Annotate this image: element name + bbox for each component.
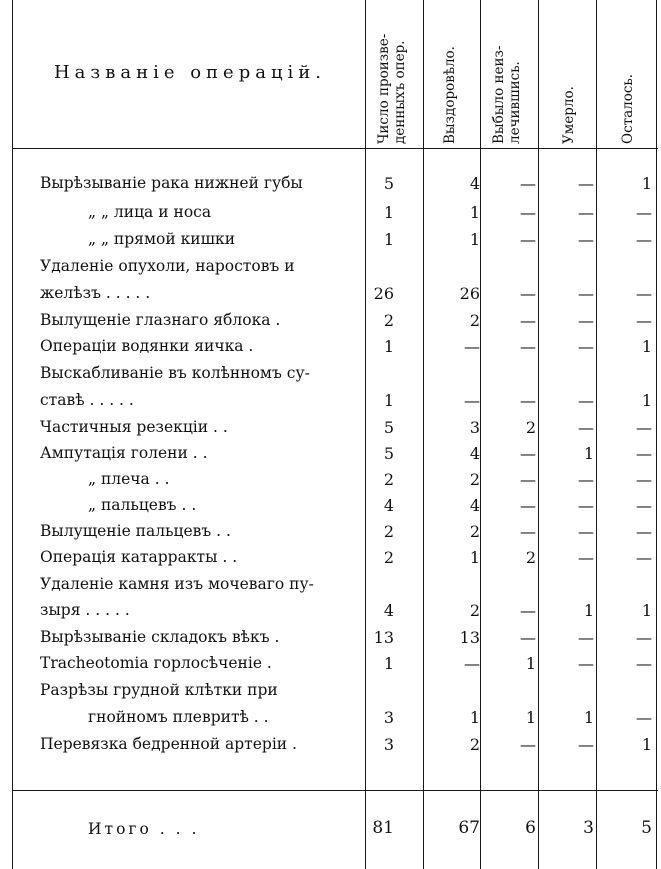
row-label: Ампутація голени . . bbox=[40, 444, 208, 462]
table-cell: 1 bbox=[525, 654, 536, 673]
table-cell: — bbox=[520, 470, 536, 489]
table-cell: — bbox=[520, 628, 536, 647]
table-cell: 5 bbox=[383, 174, 394, 193]
row-label: Перевязка бедренной артеріи . bbox=[40, 735, 297, 753]
row-label: Удаленіе опухоли, наростовъ и bbox=[40, 257, 295, 275]
table-cell: 1 bbox=[383, 337, 394, 356]
table-cell: 1 bbox=[469, 548, 480, 567]
table-cell: 1 bbox=[583, 444, 594, 463]
table-cell: 1 bbox=[383, 391, 394, 410]
table-cell: — bbox=[578, 628, 594, 647]
column-header-line: денныхъ опер. bbox=[392, 40, 408, 144]
table-cell: 5 bbox=[383, 418, 394, 437]
table-cell: — bbox=[636, 654, 652, 673]
operation-name-header: Названіе операцій. bbox=[53, 62, 327, 83]
table-cell: — bbox=[520, 522, 536, 541]
header-rule bbox=[12, 148, 658, 149]
row-label: „ пальцевъ . . bbox=[88, 496, 197, 514]
table-cell: — bbox=[636, 628, 652, 647]
total-cell: 3 bbox=[583, 818, 594, 838]
table-cell: 4 bbox=[469, 174, 480, 193]
table-cell: — bbox=[636, 418, 652, 437]
row-label: „ „ лица и носа bbox=[88, 203, 212, 221]
table-cell: — bbox=[578, 230, 594, 249]
column-header bbox=[480, 0, 538, 148]
table-cell: — bbox=[578, 548, 594, 567]
table-cell: 4 bbox=[469, 444, 480, 463]
table-cell: — bbox=[578, 496, 594, 515]
column-header bbox=[365, 0, 423, 148]
total-cell: 6 bbox=[525, 818, 536, 838]
table-cell: — bbox=[520, 496, 536, 515]
table-cell: 2 bbox=[469, 735, 480, 754]
table-cell: 1 bbox=[383, 654, 394, 673]
table-cell: 1 bbox=[469, 203, 480, 222]
row-label: ставѣ . . . . . bbox=[40, 391, 134, 409]
table-cell: — bbox=[636, 230, 652, 249]
row-label: Частичныя резекціи . . bbox=[40, 418, 228, 436]
table-cell: 2 bbox=[469, 522, 480, 541]
table-cell: — bbox=[636, 708, 652, 727]
table-cell: — bbox=[520, 284, 536, 303]
table-cell: 2 bbox=[525, 418, 536, 437]
total-cell: 81 bbox=[372, 818, 394, 838]
table-cell: — bbox=[464, 654, 480, 673]
table-cell: — bbox=[636, 496, 652, 515]
row-label: Разрѣзы грудной клѣтки при bbox=[40, 681, 278, 699]
table-cell: — bbox=[520, 601, 536, 620]
table-cell: — bbox=[520, 311, 536, 330]
table-cell: — bbox=[578, 522, 594, 541]
table-cell: — bbox=[578, 654, 594, 673]
table-cell: — bbox=[520, 391, 536, 410]
table-cell: 2 bbox=[383, 311, 394, 330]
row-label: Вырѣзываніе складокъ вѣкъ . bbox=[40, 628, 280, 646]
row-label: желѣзъ . . . . . bbox=[40, 284, 151, 302]
column-header-line: Умерло. bbox=[561, 86, 577, 144]
row-label: Вырѣзываніе рака нижней губы bbox=[40, 174, 303, 192]
table-cell: — bbox=[636, 470, 652, 489]
table-cell: 3 bbox=[383, 708, 394, 727]
table-cell: — bbox=[636, 284, 652, 303]
row-label: зыря . . . . . bbox=[40, 601, 130, 619]
table-cell: 1 bbox=[641, 391, 652, 410]
table-cell: — bbox=[578, 203, 594, 222]
table-cell: 4 bbox=[383, 601, 394, 620]
table-cell: 2 bbox=[383, 522, 394, 541]
table-cell: — bbox=[464, 391, 480, 410]
table-cell: — bbox=[464, 337, 480, 356]
table-cell: 13 bbox=[459, 628, 480, 647]
table-cell: 1 bbox=[641, 601, 652, 620]
table-cell: 1 bbox=[383, 230, 394, 249]
column-header-line: лечившись. bbox=[507, 61, 523, 144]
table-cell: — bbox=[578, 284, 594, 303]
table-cell: 26 bbox=[373, 284, 394, 303]
column-header-line: Выбыло неиз- bbox=[491, 45, 507, 144]
total-cell: 67 bbox=[458, 818, 480, 838]
column-header-line: Число произве- bbox=[376, 33, 392, 144]
table-cell: 1 bbox=[383, 203, 394, 222]
table-cell: — bbox=[636, 522, 652, 541]
table-cell: 13 bbox=[373, 628, 394, 647]
table-cell: — bbox=[578, 391, 594, 410]
table-cell: — bbox=[578, 735, 594, 754]
table-cell: — bbox=[520, 174, 536, 193]
table-cell: 4 bbox=[469, 496, 480, 515]
row-label: Операція катарракты . . bbox=[40, 548, 238, 566]
table-cell: 2 bbox=[469, 311, 480, 330]
row-label: Выскабливаніе въ колѣнномъ су- bbox=[40, 364, 310, 382]
table-cell: — bbox=[520, 203, 536, 222]
table-cell: 2 bbox=[383, 470, 394, 489]
table-cell: 1 bbox=[469, 230, 480, 249]
table-border-right bbox=[656, 0, 657, 869]
total-label: Итого . . . bbox=[88, 820, 200, 838]
row-label: Вылущеніе пальцевъ . . bbox=[40, 522, 231, 540]
row-label: Удаленіе камня изъ мочеваго пу- bbox=[40, 575, 314, 593]
row-label: Tracheotomia горлосѣченіе . bbox=[40, 654, 272, 672]
row-label: „ „ прямой кишки bbox=[88, 230, 236, 248]
table-cell: — bbox=[520, 337, 536, 356]
table-cell: 26 bbox=[459, 284, 480, 303]
row-label: Операціи водянки яичка . bbox=[40, 337, 254, 355]
table-cell: 3 bbox=[469, 418, 480, 437]
table-cell: — bbox=[636, 203, 652, 222]
column-header bbox=[596, 0, 656, 148]
column-header bbox=[538, 0, 596, 148]
table-cell: 1 bbox=[641, 337, 652, 356]
table-cell: — bbox=[520, 735, 536, 754]
column-header-line: Осталось. bbox=[620, 73, 636, 144]
column-header-line: Выздоровѣло. bbox=[441, 46, 458, 144]
table-cell: 2 bbox=[469, 601, 480, 620]
table-border-left bbox=[12, 0, 13, 869]
table-cell: — bbox=[520, 444, 536, 463]
table-cell: — bbox=[578, 311, 594, 330]
table-cell: 1 bbox=[641, 735, 652, 754]
row-label: Вылущеніе глазнаго яблока . bbox=[40, 311, 281, 329]
column-header bbox=[423, 0, 480, 148]
table-cell: — bbox=[578, 418, 594, 437]
table-cell: — bbox=[578, 174, 594, 193]
table-cell: 1 bbox=[641, 174, 652, 193]
table-cell: — bbox=[520, 230, 536, 249]
table-cell: 2 bbox=[525, 548, 536, 567]
total-cell: 5 bbox=[641, 818, 652, 838]
table-cell: — bbox=[636, 444, 652, 463]
table-cell: 1 bbox=[583, 601, 594, 620]
table-cell: 4 bbox=[383, 496, 394, 515]
table-cell: — bbox=[578, 470, 594, 489]
row-label: гнойномъ плевритѣ . . bbox=[88, 708, 269, 726]
table-cell: — bbox=[636, 548, 652, 567]
table-cell: 2 bbox=[469, 470, 480, 489]
table-cell: 1 bbox=[583, 708, 594, 727]
row-label: „ плеча . . bbox=[88, 470, 170, 488]
table-cell: — bbox=[578, 337, 594, 356]
table-cell: — bbox=[636, 311, 652, 330]
table-cell: 2 bbox=[383, 548, 394, 567]
table-cell: 1 bbox=[525, 708, 536, 727]
total-rule bbox=[12, 790, 658, 791]
table-cell: 3 bbox=[383, 735, 394, 754]
table-cell: 5 bbox=[383, 444, 394, 463]
table-cell: 1 bbox=[469, 708, 480, 727]
